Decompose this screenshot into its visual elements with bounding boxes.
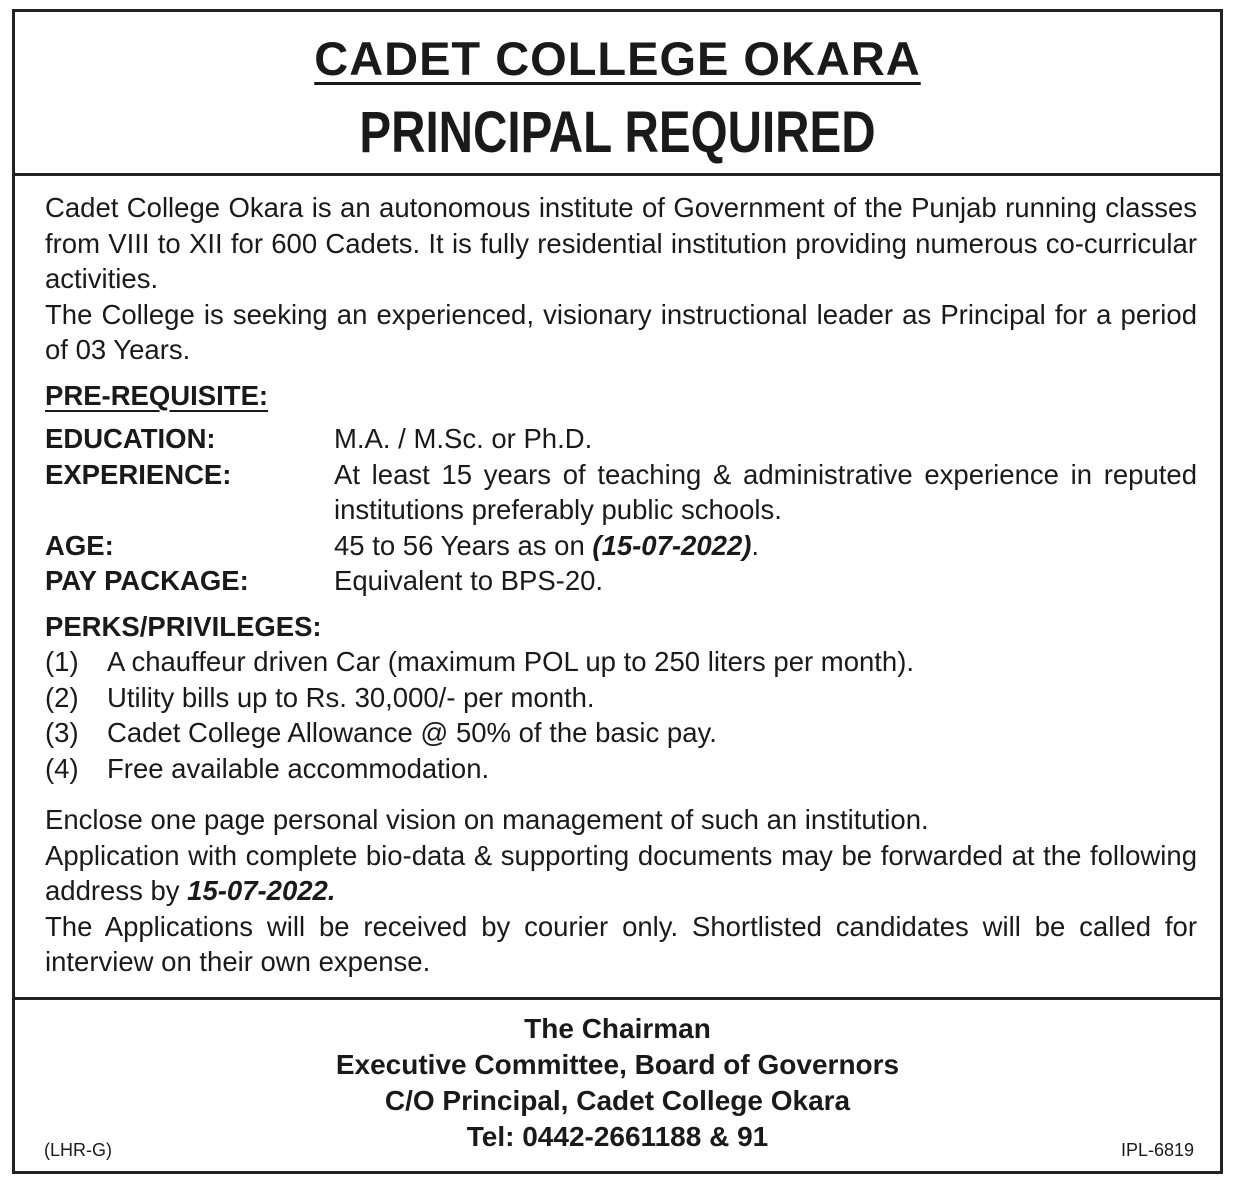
pay-row	[45, 563, 1197, 599]
perk-number: (3)	[45, 717, 79, 748]
perk-text: Cadet College Allowance @ 50% of the basic pay.	[107, 717, 717, 748]
closing-line-2	[45, 838, 1197, 909]
college-name: CADET COLLEGE OKARA	[314, 32, 921, 85]
age-value	[334, 528, 1197, 564]
pay-value: Equivalent to BPS-20.	[334, 565, 604, 596]
perks-heading: PERKS/PRIVILEGES:	[45, 610, 322, 642]
address-line-1: The Chairman	[524, 1013, 711, 1044]
list-item	[45, 644, 1197, 680]
perk-number: (2)	[45, 681, 79, 713]
intro-paragraph-1: Cadet College Okara is an autonomous institute of Government of the Punjab running classes from VIII to XII for 600 Cadets. It is fully residential institution providing numerous co-curricular activities.	[45, 192, 1197, 294]
address-line-2: Executive Committee, Board of Governors	[335, 1049, 900, 1080]
list-item	[45, 751, 1197, 787]
age-date: (15-07-2022)	[592, 529, 752, 561]
footer	[15, 997, 1220, 1171]
closing-line-1: Enclose one page personal vision on management of such an institution.	[45, 804, 929, 835]
intro	[45, 190, 1197, 368]
mailing-address	[15, 1011, 1220, 1155]
experience-row	[45, 457, 1197, 528]
age-row	[45, 528, 1197, 564]
header	[15, 12, 1220, 176]
closing-line-2-text: Application with complete bio-data & supporting documents may be forwarded at the following address by	[45, 839, 1197, 906]
perks-list	[45, 644, 1197, 786]
prerequisite-table	[45, 421, 1197, 599]
list-item	[45, 680, 1197, 716]
perk-number: (4)	[45, 752, 79, 784]
perk-text: Utility bills up to Rs. 30,000/- per month.	[107, 681, 595, 713]
perk-text: A chauffeur driven Car (maximum POL up to 250 liters per month).	[107, 646, 915, 677]
advertisement-body	[45, 190, 1197, 980]
address-phone: Tel: 0442-2661188 & 91	[466, 1121, 769, 1152]
closing-line-3: The Applications will be received by courier only. Shortlisted candidates will be called for interview on their own expense.	[45, 910, 1197, 977]
pay-label: PAY PACKAGE:	[45, 565, 249, 596]
intro-paragraph-2: The College is seeking an experienced, visionary instructional leader as Principal for a period of 03 Years.	[45, 298, 1197, 365]
perk-number: (1)	[45, 646, 79, 677]
list-item	[45, 715, 1197, 751]
education-row	[45, 421, 1197, 457]
experience-value: At least 15 years of teaching & administrative experience in reputed institutions preferably public schools.	[334, 458, 1197, 525]
deadline-date: 15-07-2022.	[187, 875, 336, 906]
advertisement-frame	[12, 9, 1223, 1174]
job-title: PRINCIPAL REQUIRED	[359, 100, 876, 165]
age-prefix: 45 to 56 Years as on	[334, 529, 593, 561]
closing-instructions	[45, 802, 1197, 980]
age-label: AGE:	[45, 529, 114, 561]
prerequisite-heading: PRE-REQUISITE:	[45, 379, 269, 411]
age-suffix: .	[751, 529, 760, 561]
ad-code-left: (LHR-G)	[44, 1140, 112, 1160]
education-value: M.A. / M.Sc. or Ph.D.	[334, 423, 593, 454]
address-line-3: C/O Principal, Cadet College Okara	[384, 1085, 851, 1116]
ad-code-right: IPL-6819	[1120, 1140, 1194, 1160]
perk-text: Free available accommodation.	[107, 752, 490, 784]
experience-label: EXPERIENCE:	[45, 458, 232, 490]
education-label: EDUCATION:	[45, 423, 216, 454]
